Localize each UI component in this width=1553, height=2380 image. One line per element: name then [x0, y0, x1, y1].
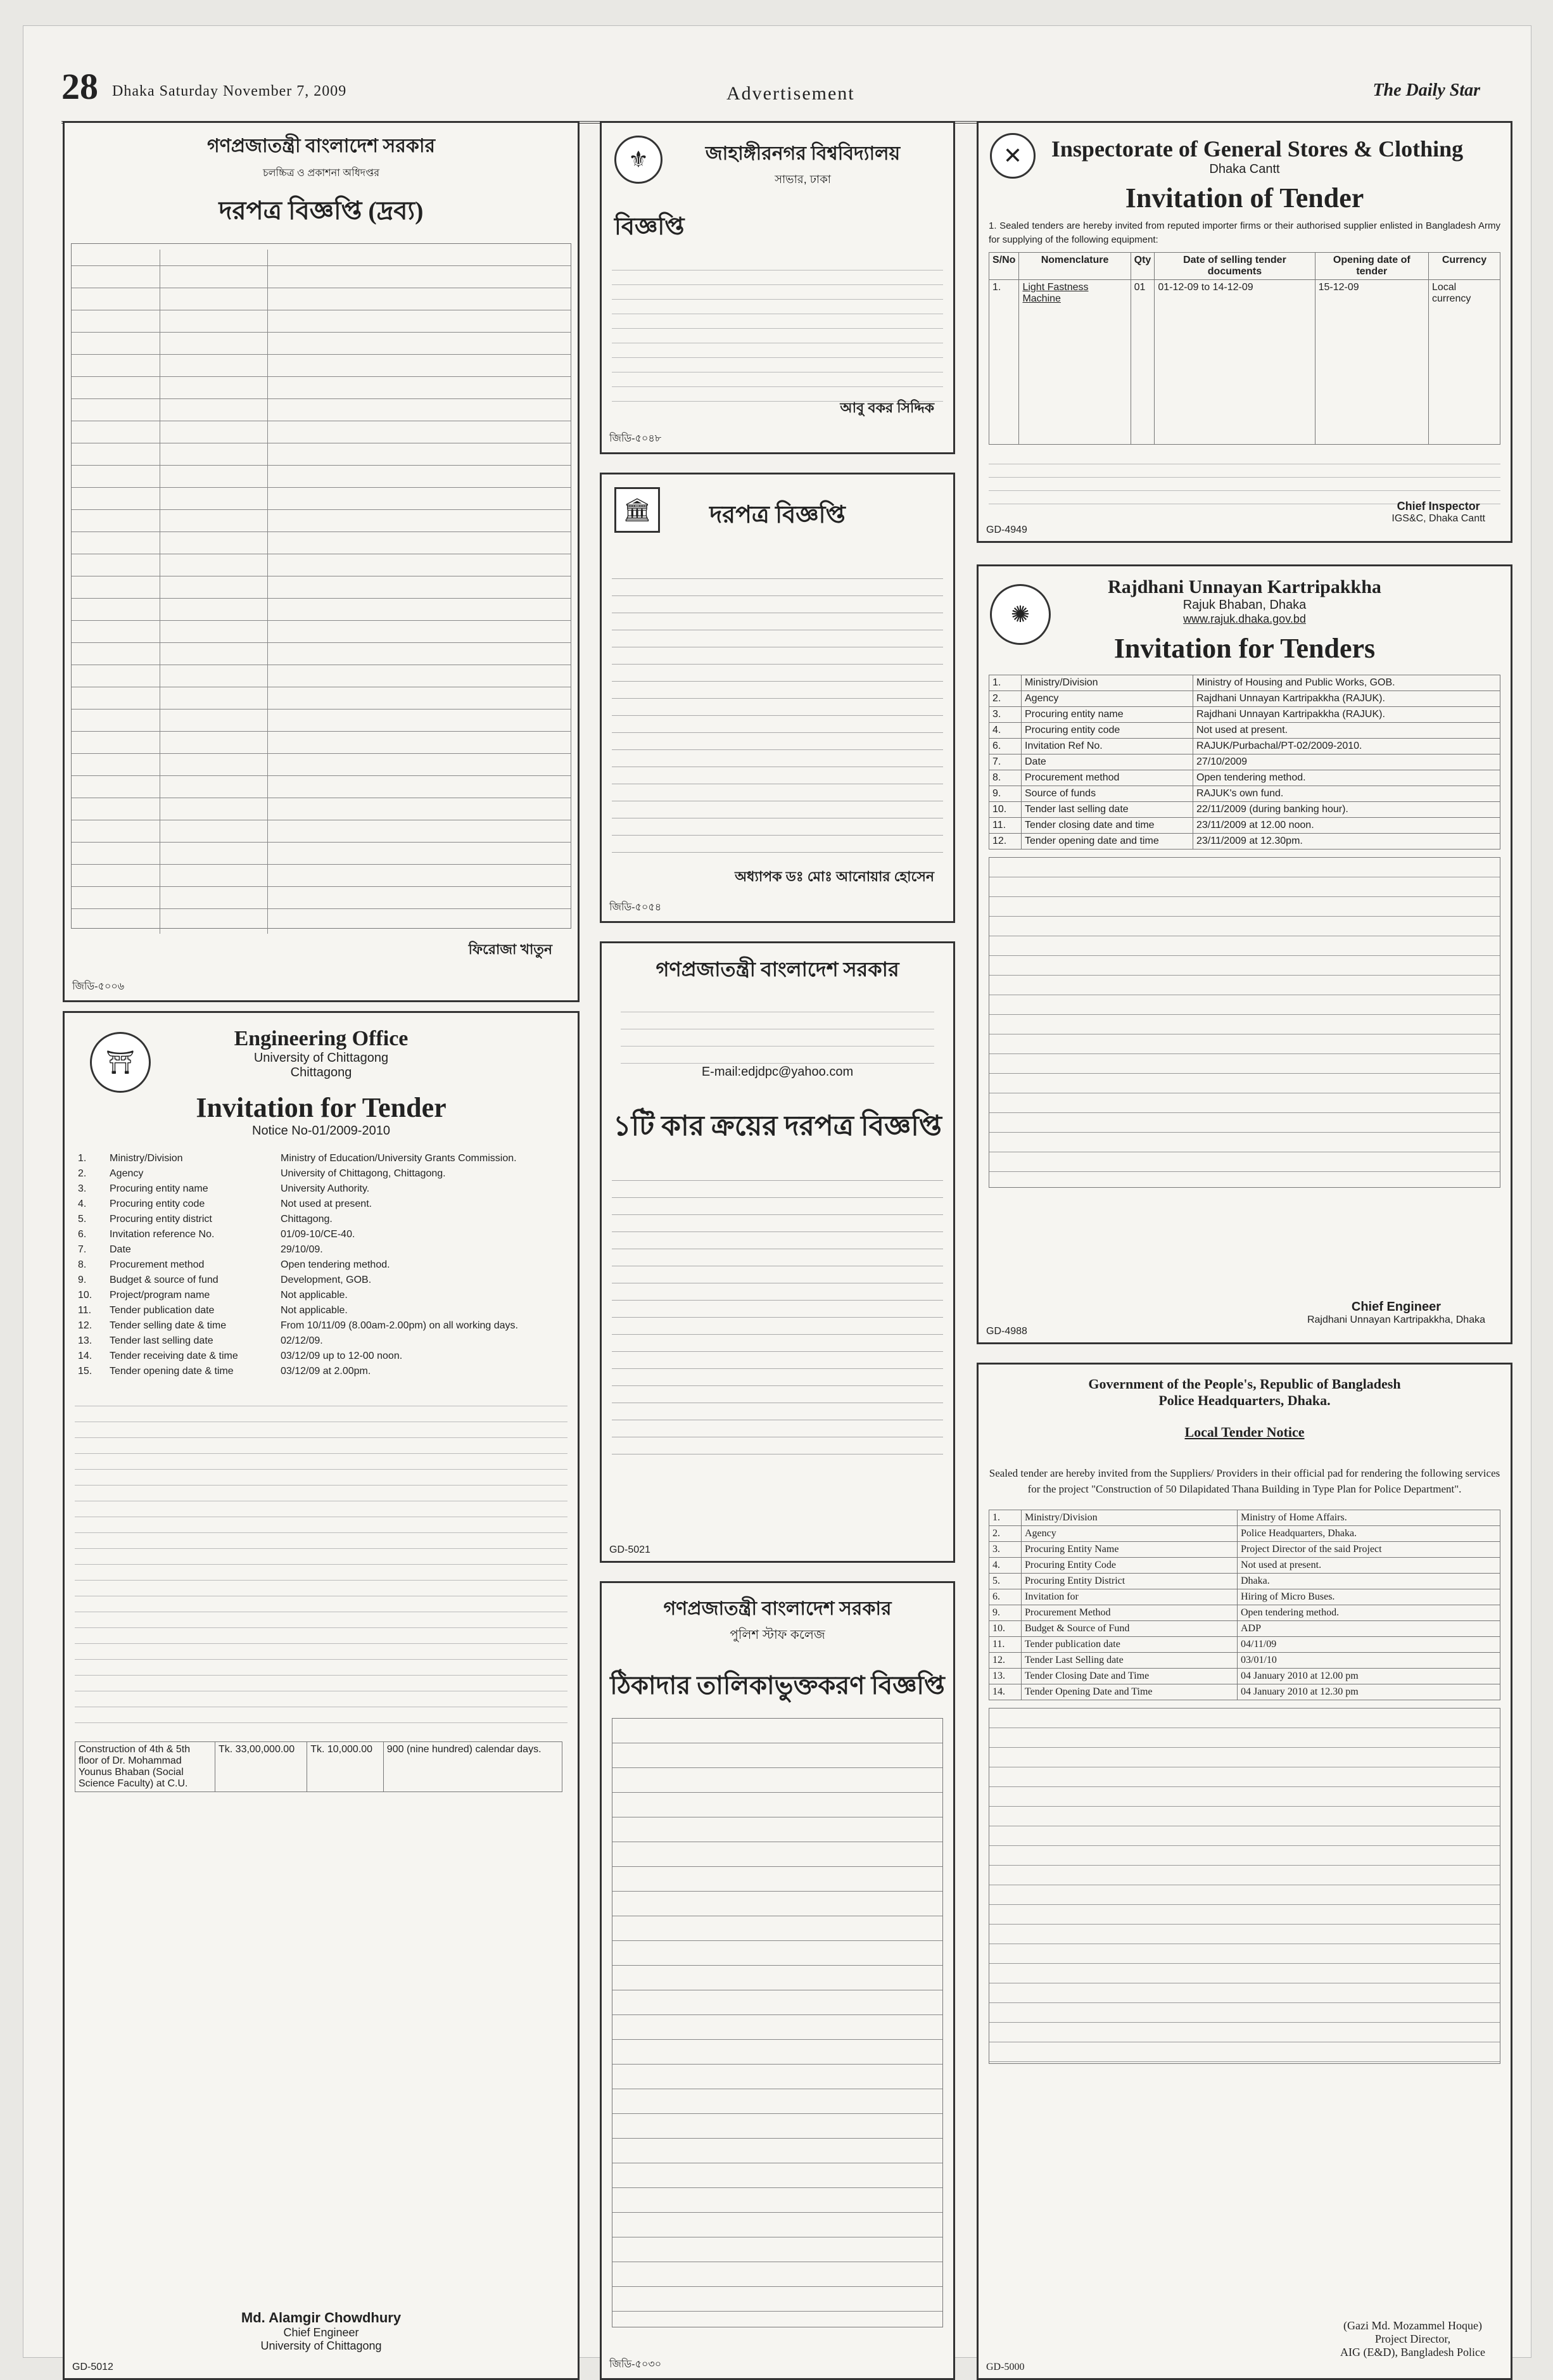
signer-name: (Gazi Md. Mozammel Hoque): [1343, 2319, 1482, 2332]
ad-title: গণপ্রজাতন্ত্রী বাংলাদেশ সরকার: [656, 958, 899, 981]
table-row: 2. Agency Rajdhani Unnayan Kartripakkha (RAJUK).: [989, 691, 1500, 707]
website-link[interactable]: www.rajuk.dhaka.gov.bd: [1183, 613, 1306, 625]
ad-subtitle: Dhaka Cantt: [1209, 162, 1280, 176]
ad-rajuk-tender: [977, 564, 1512, 1344]
ad-subtitle: Police Headquarters, Dhaka.: [1158, 1392, 1331, 1408]
table-row: 6. Invitation reference No. 01/09-10/CE-40.: [78, 1229, 355, 1240]
table-row: 9. Budget & source of fund Development, GOB.: [78, 1275, 372, 1285]
section-title: Advertisement: [726, 83, 855, 104]
ad-heading: দরপত্র বিজ্ঞপ্তি (দ্রব্য): [219, 196, 424, 225]
ad-title: Inspectorate of General Stores & Clothing: [1051, 136, 1464, 162]
ad-subtitle: চলচ্চিত্র ও প্রকাশনা অধিদপ্তর: [262, 168, 380, 179]
equipment-table: [989, 252, 1500, 445]
ad-title: গণপ্রজাতন্ত্রী বাংলাদেশ সরকার: [663, 1598, 892, 1619]
notice-body: [612, 562, 943, 860]
table-row: 11. Tender publication date 04/11/09: [989, 1637, 1500, 1653]
page-number: 28: [61, 66, 98, 107]
table-row: 13. Tender Closing Date and Time 04 January 2010 at 12.00 pm: [989, 1669, 1500, 1684]
ad-police-hq-tender: [977, 1363, 1512, 2380]
table-header-row: S/No Nomenclature Qty Date of selling tender documents Opening date of tender Currency: [989, 252, 1500, 279]
ad-subtitle: পুলিশ স্টাফ কলেজ: [730, 1628, 825, 1642]
listing-table: [612, 1718, 943, 2327]
university-logo-icon: ⛩: [90, 1032, 151, 1093]
ad-code: জিডি-৫০৩০: [609, 2359, 662, 2370]
university-logo-icon: 🏛: [614, 487, 660, 533]
ad-heading: Invitation of Tender: [1125, 182, 1364, 213]
rajuk-logo-icon: ✺: [990, 584, 1051, 645]
table-row: 1. Ministry/Division Ministry of Housing and Public Works, GOB.: [989, 675, 1500, 691]
ad-code: জিডি-৫০৫৪: [609, 902, 662, 913]
completion-time: 900 (nine hundred) calendar days.: [383, 1742, 562, 1792]
table-row: 12. Tender selling date & time From 10/11/09 (8.00am-2.00pm) on all working days.: [78, 1320, 518, 1331]
date-line: Dhaka Saturday November 7, 2009: [112, 83, 347, 99]
ad-heading: Invitation for Tender: [196, 1092, 447, 1123]
university-logo-icon: ⚜: [614, 136, 662, 184]
table-row: [75, 1742, 562, 1792]
tender-info-table: [75, 1151, 562, 1379]
document-cost: Tk. 10,000.00: [307, 1742, 384, 1792]
signer-org: AIG (E&D), Bangladesh Police: [1340, 2346, 1485, 2358]
signer-name: Md. Alamgir Chowdhury: [241, 2310, 402, 2326]
table-row: 10. Project/program name Not applicable.: [78, 1290, 348, 1301]
tender-detail-rows: [989, 857, 1500, 1188]
tender-info-table: [989, 675, 1500, 850]
notice-body: [612, 1164, 943, 1455]
table-row: 3. Procuring Entity Name Project Director of the said Project: [989, 1542, 1500, 1558]
ad-chittagong-university-tender: [63, 1011, 580, 2380]
table-row: 8. Procurement method Open tendering method.: [78, 1259, 390, 1270]
ad-heading: Local Tender Notice: [1184, 1424, 1305, 1440]
ad-code: GD-4949: [986, 525, 1027, 535]
table-row: 8. Procurement method Open tendering method.: [989, 770, 1500, 786]
table-row: 3. Procuring entity name University Authority.: [78, 1183, 370, 1194]
table-row: 1. Ministry/Division Ministry of Education/University Grants Commission.: [78, 1153, 517, 1164]
table-row: 7. Date 29/10/09.: [78, 1244, 323, 1255]
ad-title: Rajdhani Unnayan Kartripakkha: [1108, 576, 1381, 597]
table-row: 7. Date 27/10/2009: [989, 754, 1500, 770]
table-row: 4. Procuring entity code Not used at present.: [78, 1199, 372, 1209]
table-row: 6. Invitation for Hiring of Micro Buses.: [989, 1589, 1500, 1605]
ad-jahangirnagar-university: [600, 121, 955, 454]
signer-org: IGS&C, Dhaka Cantt: [1391, 513, 1485, 524]
signer-name: ফিরোজা খাতুন: [468, 941, 552, 957]
table-row: 5. Procuring Entity District Dhaka.: [989, 1574, 1500, 1589]
newspaper-page: [23, 25, 1531, 2372]
table-row: 10. Budget & Source of Fund ADP: [989, 1621, 1500, 1637]
table-row: 1. Light Fastness Machine 01 01-12-09 to 14-12-09 15-12-09 Local currency: [989, 279, 1500, 444]
table-row: 1. Ministry/Division Ministry of Home Affairs.: [989, 1510, 1500, 1526]
table-row: 14. Tender Opening Date and Time 04 January 2010 at 12.30 pm: [989, 1684, 1500, 1700]
ad-title: জাহাঙ্গীরনগর বিশ্ববিদ্যালয়: [705, 143, 901, 164]
ad-car-purchase-tender: [600, 941, 955, 1563]
signer-title: Chief Engineer: [1351, 1300, 1442, 1314]
tender-intro: 1. Sealed tenders are hereby invited from reputed importer firms or their authorised supplier enlisted in Bangladesh Army for supplying of the following equipment:: [989, 220, 1500, 245]
tender-data-table: [71, 243, 571, 929]
ad-heading: ঠিকাদার তালিকাভুক্তকরণ বিজ্ঞপ্তি: [610, 1671, 945, 1700]
table-row: 11. Tender publication date Not applicable.: [78, 1305, 348, 1316]
ad-heading: ১টি কার ক্রয়ের দরপত্র বিজ্ঞপ্তি: [613, 1110, 942, 1142]
work-name: Construction of 4th & 5th floor of Dr. Mohammad Younus Bhaban (Social Science Faculty) at C.U.: [75, 1742, 215, 1792]
ad-code: জিডি-৫০৪৮: [609, 433, 662, 444]
tender-intro: Sealed tender are hereby invited from the Suppliers/ Providers in their official pad for rendering the following services for the project "Construction of 50 Dilapidated Thana Building in Type Plan for Police Department".: [989, 1467, 1500, 1495]
table-row: 4. Procuring Entity Code Not used at present.: [989, 1558, 1500, 1574]
signer-name: আবু বকর সিদ্দিক: [840, 400, 934, 416]
table-row: 2. Agency Police Headquarters, Dhaka.: [989, 1526, 1500, 1542]
eligibility-text-block: [75, 1390, 567, 1733]
table-row: 9. Procurement Method Open tendering method.: [989, 1605, 1500, 1621]
ad-title: গণপ্রজাতন্ত্রী বাংলাদেশ সরকার: [206, 136, 436, 156]
page-header: [61, 51, 1486, 124]
signer-org: Rajdhani Unnayan Kartripakkha, Dhaka: [1307, 1314, 1485, 1325]
signer-title: Project Director,: [1374, 2332, 1451, 2345]
ad-subtitle: University of Chittagong: [253, 1051, 389, 1065]
ad-heading: Invitation for Tenders: [1113, 633, 1376, 664]
table-row: 12. Tender Last Selling date 03/01/10: [989, 1653, 1500, 1669]
ad-place: Chittagong: [290, 1066, 352, 1079]
ad-heading: বিজ্ঞপ্তি: [614, 213, 685, 240]
ad-code: GD-5000: [986, 2362, 1025, 2372]
ad-title: Government of the People's, Republic of Bangladesh: [1088, 1376, 1401, 1392]
contact-email: E-mail:edjdpc@yahoo.com: [701, 1065, 854, 1079]
table-row: 5. Procuring entity district Chittagong.: [78, 1214, 333, 1225]
ad-igsc-tender: [977, 121, 1512, 543]
table-row: 9. Source of funds RAJUK's own fund.: [989, 786, 1500, 802]
table-row: 12. Tender opening date and time 23/11/2009 at 12.30pm.: [989, 834, 1500, 850]
table-row: 14. Tender receiving date & time 03/12/09 up to 12-00 noon.: [78, 1351, 403, 1361]
emblem-icon: ✕: [990, 133, 1036, 179]
tender-detail-rows: [989, 1708, 1500, 2064]
ad-code: GD-5021: [609, 1544, 650, 1555]
table-row: 13. Tender last selling date 02/12/09.: [78, 1335, 323, 1346]
tender-security: Tk. 33,00,000.00: [215, 1742, 307, 1792]
table-row: 2. Agency University of Chittagong, Chittagong.: [78, 1168, 446, 1179]
table-row: 15. Tender opening date & time 03/12/09 at 2.00pm.: [78, 1366, 371, 1377]
notice-body: [612, 256, 943, 402]
ad-heading: দরপত্র বিজ্ঞপ্তি: [709, 502, 846, 528]
ad-code: জিডি-৫০০৬: [72, 981, 125, 992]
table-row: 10. Tender last selling date 22/11/2009 (during banking hour).: [989, 802, 1500, 818]
ad-subtitle: Rajuk Bhaban, Dhaka: [1182, 598, 1307, 612]
signer-name: অধ্যাপক ডঃ মোঃ আনোয়ার হোসেন: [735, 869, 934, 884]
table-row: 3. Procuring entity name Rajdhani Unnayan Kartripakkha (RAJUK).: [989, 707, 1500, 723]
ad-subtitle: সাভার, ঢাকা: [775, 173, 831, 186]
table-row: 6. Invitation Ref No. RAJUK/Purbachal/PT-02/2009-2010.: [989, 739, 1500, 754]
ad-title: Engineering Office: [234, 1027, 409, 1050]
signer-title: Chief Engineer: [283, 2326, 359, 2339]
ad-police-staff-college: [600, 1581, 955, 2380]
work-description-table: [75, 1741, 562, 1792]
table-row: 4. Procuring entity code Not used at present.: [989, 723, 1500, 739]
signer-org: University of Chittagong: [260, 2339, 382, 2352]
ad-code: GD-4988: [986, 1326, 1027, 1337]
tender-info-table: [989, 1510, 1500, 1700]
signer-title: Chief Inspector: [1397, 500, 1480, 512]
ad-code: GD-5012: [72, 2362, 113, 2372]
table-row: 11. Tender closing date and time 23/11/2009 at 12.00 noon.: [989, 818, 1500, 834]
ad-dhaka-university-tender: [600, 473, 955, 923]
ad-film-publication-tender: [63, 121, 580, 1002]
notice-number: Notice No-01/2009-2010: [252, 1124, 390, 1138]
newspaper-brand: The Daily Star: [1372, 80, 1480, 100]
